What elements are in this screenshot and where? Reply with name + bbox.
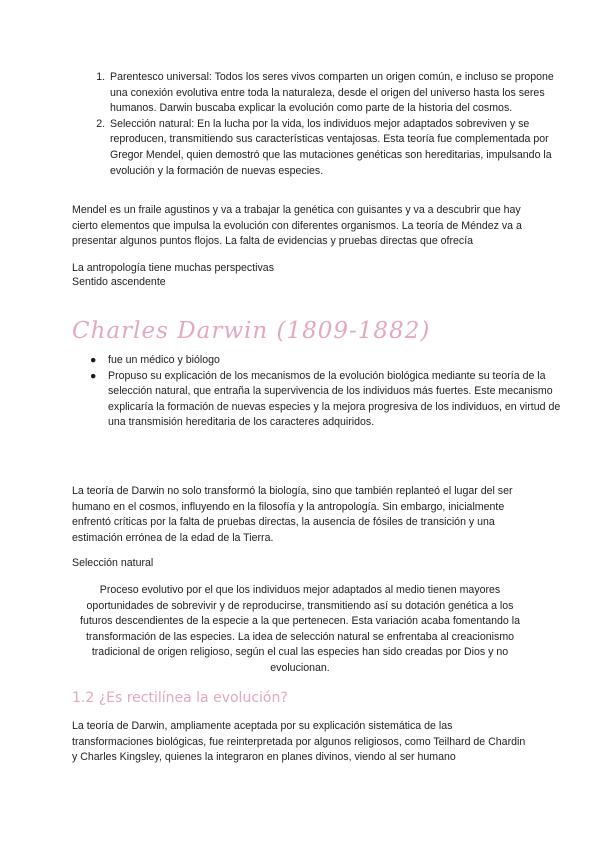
section-heading-rectilinea: 1.2 ¿Es rectilínea la evolución? (72, 690, 288, 706)
paragraph-sentido: Sentido ascendente (72, 276, 166, 288)
paragraph-teoria-darwin: La teoría de Darwin no solo transformó la biología, sino que también replanteó el lugar del ser humano en el cosmos, influyendo en la filosofía y la antropología. Sin embargo, inicialmente enfrentó críticas por la falta de pruebas directas, la ausencia de fósiles de transición y una estimación errónea de la edad de la Tierra. (72, 485, 513, 544)
definition-seleccion-natural: Proceso evolutivo por el que los individuos mejor adaptados al medio tienen mayores oportunidades de sobrevivir y de reproducirse, transmitiendo así su dotación genética a los futuros descendientes de la especie a la que pertenecen. Esta variación acaba fomentando la transformación de las especies. La idea de selección natural se enfrentaba al creacionismo tradicional de origen religioso, según el cual las especies han sido creadas por Dios y no evolucionan. (80, 584, 520, 674)
paragraph-antropologia: La antropología tiene muchas perspectivas (72, 262, 274, 274)
darwin-bullet-list (72, 353, 566, 431)
bullet-icon: ● (90, 354, 97, 366)
bullet-item-propuso (90, 369, 566, 431)
paragraph-darwin-religion: La teoría de Darwin, ampliamente aceptada por su explicación sistemática de las transformaciones biológicas, fue reinterpretada por algunos religiosos, como Teilhard de Chardin y Charles Kingsley, quienes la integraron en planes divinos, viendo al ser humano (72, 720, 526, 764)
numbered-list (72, 70, 566, 179)
list-item-seleccion: 2. Selección natural: En la lucha por la vida, los individuos mejor adaptados sobreviven y se reproducen, transmitiendo sus características ventajosas. Esta teoría fue complementada por Gregor Mendel, quien demostró que las mutaciones genéticas son hereditarias, impulsando la evolución y la formación de nuevas especies. (108, 117, 566, 179)
bullet-text: fue un médico y biólogo (108, 354, 220, 366)
bullet-text: Propuso su explicación de los mecanismos de la evolución biológica mediante su teoría de la selección natural, que entraña la supervivencia de los individuos más fuertes. Este mecanismo explicaría la formación de nuevas especies y la mejora progresiva de los individuos, en virtud de una transmisión hereditaria de los caracteres adquiridos. (108, 369, 561, 429)
list-item-parentesco: 1. Parentesco universal: Todos los seres vivos comparten un origen común, e incluso se propone una conexión evolutiva entre toda la naturaleza, desde el origen del universo hasta los seres humanos. Darwin buscaba explicar la evolución como parte de la historia del cosmos. (108, 70, 566, 117)
bullet-icon: ● (90, 369, 97, 382)
darwin-heading: Charles Darwin (1809-1882) (72, 318, 431, 344)
paragraph-mendel: Mendel es un fraile agustinos y va a trabajar la genética con guisantes y va a descubrir que hay cierto elementos que impulsa la evolución con diferentes organismos. La teoría de Méndez va a presentar algunos puntos flojos. La falta de evidencias y pruebas directas que ofrecía (72, 204, 522, 248)
bullet-item-medico (90, 353, 566, 369)
label-seleccion-natural: Selección natural (72, 557, 154, 569)
